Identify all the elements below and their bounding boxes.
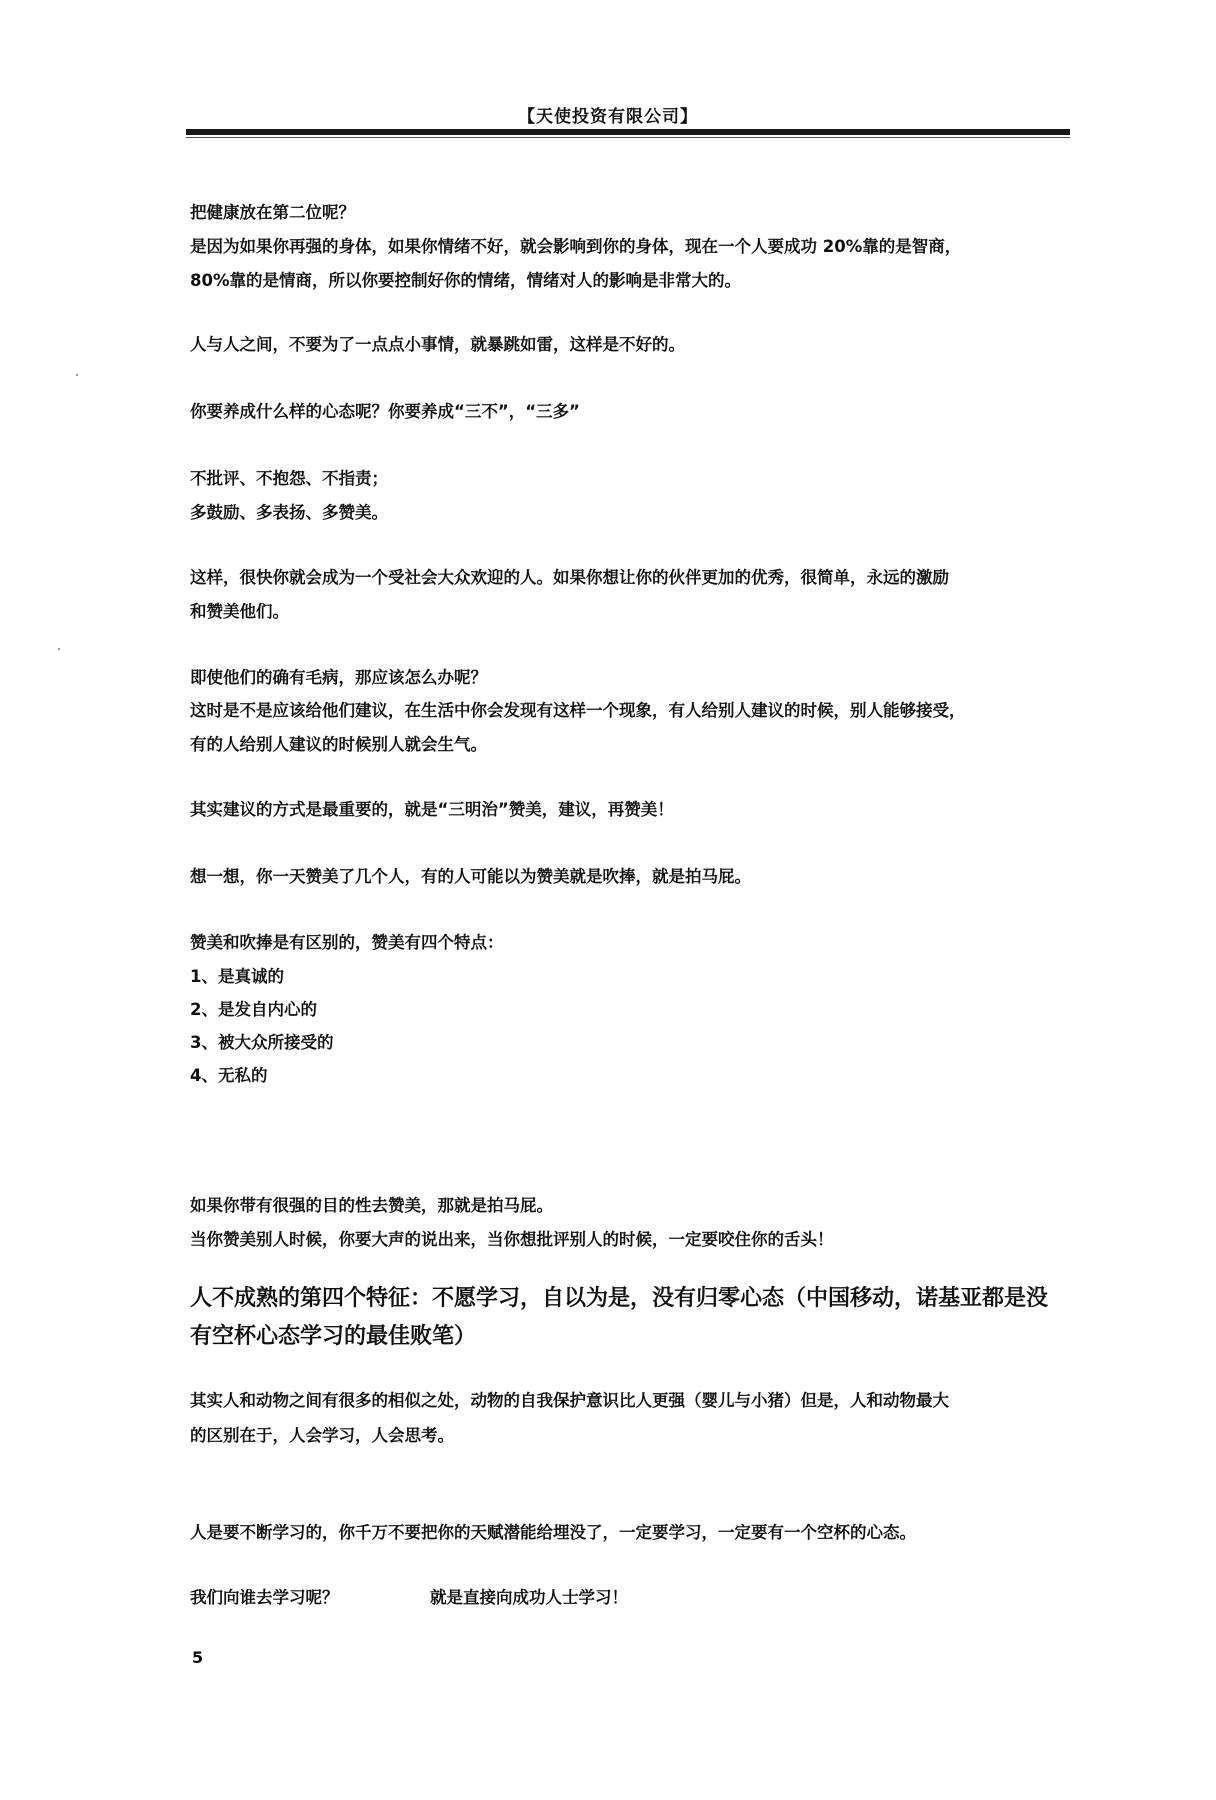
paragraph-line: 有的人给别人建议的时候别人就会生气。 — [190, 735, 487, 754]
scan-speck — [76, 374, 78, 376]
paragraph-line: 人与人之间，不要为了一点点小事情，就暴跳如雷，这样是不好的。 — [190, 335, 685, 354]
section-heading: 人不成熟的第四个特征：不愿学习，自以为是，没有归零心态（中国移动，诺基亚都是没 — [190, 1286, 1049, 1311]
page-number: 5 — [192, 1648, 204, 1667]
list-item: 2、是发自内心的 — [190, 1000, 317, 1019]
list-item: 4、无私的 — [190, 1066, 268, 1085]
paragraph-line: 这样，很快你就会成为一个受社会大众欢迎的人。如果你想让你的伙伴更加的优秀，很简单，永远的激励 — [190, 568, 949, 587]
paragraph-line: 这时是不是应该给他们建议，在生活中你会发现有这样一个现象，有人给别人建议的时候，别人能够接受， — [190, 701, 966, 720]
paragraph-line: 80%靠的是情商，所以你要控制好你的情绪，情绪对人的影响是非常大的。 — [190, 271, 741, 290]
section-heading: 有空杯心态学习的最佳败笔） — [190, 1324, 477, 1349]
paragraph-line: 多鼓励、多表扬、多赞美。 — [190, 503, 388, 522]
paragraph-line: 赞美和吹捧是有区别的，赞美有四个特点： — [190, 933, 504, 952]
header-rule-thin — [186, 137, 1070, 138]
paragraph-line: 其实人和动物之间有很多的相似之处，动物的自我保护意识比人更强（婴儿与小猪）但是，人和动物最大 — [190, 1391, 949, 1410]
paragraph-line: 和赞美他们。 — [190, 602, 289, 621]
header-rule — [186, 129, 1070, 135]
paragraph-line: 即使他们的确有毛病，那应该怎么办呢？ — [190, 668, 487, 687]
paragraph-line: 的区别在于，人会学习，人会思考。 — [190, 1426, 454, 1445]
paragraph-line: 其实建议的方式是最重要的，就是“三明治”赞美，建议，再赞美！ — [190, 800, 674, 819]
paragraph-line: 想一想，你一天赞美了几个人，有的人可能以为赞美就是吹捧，就是拍马屁。 — [190, 867, 751, 886]
paragraph-line: 不批评、不抱怨、不指责； — [190, 469, 388, 488]
list-item: 1、是真诚的 — [190, 967, 284, 986]
paragraph-line: 是因为如果你再强的身体，如果你情绪不好，就会影响到你的身体，现在一个人要成功 20%靠的是智商， — [190, 237, 962, 256]
paragraph-line: 当你赞美别人时候，你要大声的说出来，当你想批评别人的时候，一定要咬住你的舌头！ — [190, 1230, 834, 1249]
scan-speck — [58, 648, 60, 650]
list-item: 3、被大众所接受的 — [190, 1033, 334, 1052]
answer-text: 就是直接向成功人士学习！ — [430, 1588, 628, 1607]
paragraph-line: 把健康放在第二位呢？ — [190, 203, 355, 222]
paragraph-line: 人是要不断学习的，你千万不要把你的天赋潜能给埋没了，一定要学习，一定要有一个空杯的心态。 — [190, 1523, 916, 1542]
company-header: 【天使投资有限公司】 — [518, 107, 698, 127]
question-text: 我们向谁去学习呢？ — [190, 1588, 339, 1607]
paragraph-line: 你要养成什么样的心态呢？你要养成“三不”，“三多” — [190, 402, 580, 421]
paragraph-line: 如果你带有很强的目的性去赞美，那就是拍马屁。 — [190, 1196, 553, 1215]
